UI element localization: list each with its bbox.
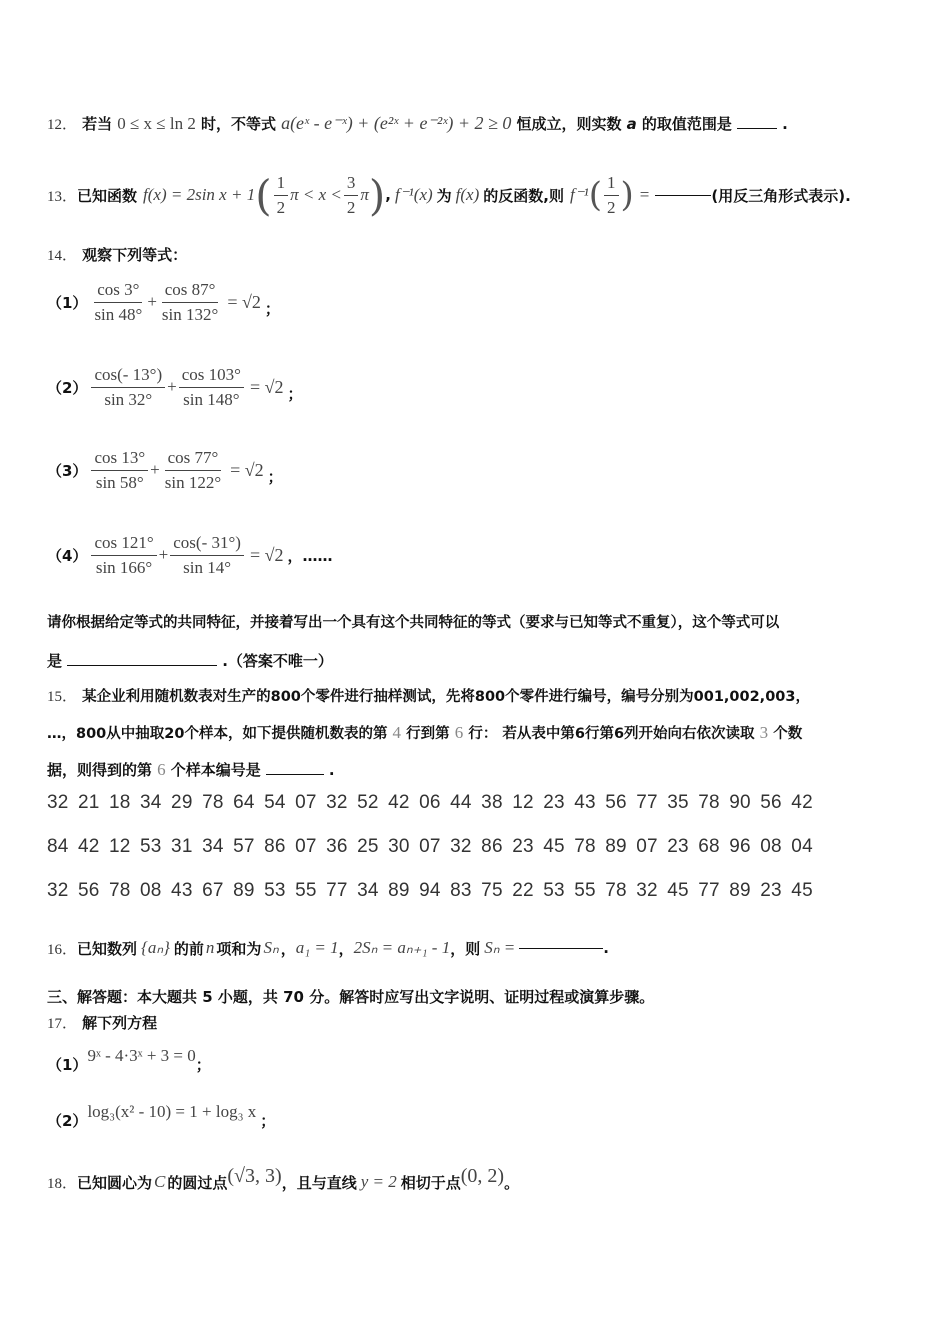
random-table-row: 84 42 12 53 31 34 57 86 07 36 25 30 07 32 86 23 45 78 89 07 23 68 96 08 04: [47, 836, 813, 857]
question-14-prompt: 请你根据给定等式的共同特征，并接着写出一个具有这个共同特征的等式（要求与已知等式不重复），这个等式可以: [47, 615, 780, 631]
fraction: $\frac{\cos 103^\circ}{\sin 148^\circ}$: [179, 365, 244, 410]
question-number: 18．: [47, 1175, 78, 1192]
question-16: 16． 已知数列 {aₙ} 的前 n 项和为 Sₙ ， a₁ = 1 ， 2Sₙ = aₙ₊₁ - 1 ，则 Sₙ = .: [47, 938, 609, 958]
equation-17-1: （1） 9ˣ - 4·3ˣ + 3 = 0 ；: [47, 1046, 211, 1074]
inverse-function: f⁻¹(x): [394, 185, 433, 204]
answer-blank[interactable]: [266, 774, 324, 775]
fraction: $\frac{3}{2}$: [344, 173, 359, 218]
equation-2: （2） $\frac{\cos(- 13^\circ)}{\sin 32^\circ}$ + $\frac{\cos 103^\circ}{\sin 148^\circ}$ = √2 ；: [47, 364, 303, 409]
fraction: $\frac{\cos(- 13^\circ)}{\sin 32^\circ}$: [91, 365, 165, 410]
fraction: $\frac{1}{2}$: [274, 173, 289, 218]
question-17: 17． 解下列方程: [47, 1014, 158, 1032]
fraction: $\frac{\cos 3^\circ}{\sin 48^\circ}$: [94, 279, 143, 324]
random-table-row: 32 21 18 34 29 78 64 54 07 32 52 42 06 44 38 12 23 43 56 77 35 78 90 56 42: [47, 792, 813, 813]
question-15-line-3: 据，则得到的第 6 个样本编号是 .: [47, 760, 335, 779]
question-14-answer-line: 是 .（答案不唯一）: [47, 652, 333, 670]
equation-1: （1） $\frac{\cos 3^\circ}{\sin 48^\circ}$ + $\frac{\cos 87^\circ}{\sin 132^\circ}$ = √2 ；: [47, 279, 280, 324]
inequality-formula: a(eˣ - e⁻ˣ) + (e²ˣ + e⁻²ˣ) + 2 ≥ 0: [281, 113, 512, 133]
fraction: $\frac{1}{2}$: [604, 173, 619, 218]
question-number: 13．: [47, 188, 78, 205]
answer-blank[interactable]: [67, 665, 217, 666]
fraction: $\frac{\cos 87^\circ}{\sin 132^\circ}$: [161, 279, 219, 324]
question-number: 16．: [47, 941, 78, 958]
answer-blank[interactable]: [655, 195, 711, 196]
question-14: 14． 观察下列等式：: [47, 246, 188, 264]
question-number: 15．: [47, 689, 78, 705]
question-13: 13． 已知函数 f(x) = 2sin x + 1 ( $\frac{1}{2}$ π < x < $\frac{3}{2}$ π ) , f⁻¹(x) 为 f(x) 的反函数,则 f⁻¹ ( $\frac{1}{2}$ ) = (用反三角形式表示).: [47, 170, 851, 220]
fraction: $\frac{\cos 13^\circ}{\sin 58^\circ}$: [91, 448, 148, 493]
question-number: 14．: [47, 248, 78, 264]
function-formula: f(x) = 2sin x + 1: [143, 185, 256, 204]
question-15-line-2: …，800从中抽取20个样本，如下提供随机数表的第 4 行到第 6 行： 若从表中第6行第6列开始向右依次读取 3 个数: [47, 723, 803, 742]
equation-17-2: （2） log₃(x² - 10) = 1 + log₃ x ；: [47, 1102, 276, 1130]
question-15: 15． 某企业利用随机数表对生产的800个零件进行抽样测试，先将800个零件进行编号，编号分别为001,002,003，: [47, 689, 810, 705]
equation-3: （3） $\frac{\cos 13^\circ}{\sin 58^\circ}$ + $\frac{\cos 77^\circ}{\sin 122^\circ}$ = √2 ；: [47, 447, 283, 492]
fraction: $\frac{\cos 77^\circ}{\sin 122^\circ}$: [164, 447, 222, 492]
fraction: $\frac{\cos(- 31^\circ)}{\sin 14^\circ}$: [170, 533, 244, 578]
question-12: 12． 若当 0 ≤ x ≤ ln 2 时，不等式 a(eˣ - e⁻ˣ) + (e²ˣ + e⁻²ˣ) + 2 ≥ 0 恒成立，则实数 a 的取值范围是 .: [47, 113, 788, 133]
random-table-row: 32 56 78 08 43 67 89 53 55 77 34 89 94 83 75 22 53 55 78 32 45 77 89 23 45: [47, 880, 813, 901]
question-number: 17．: [47, 1016, 78, 1032]
question-18: 18． 已知圆心为 C 的圆过点 (√3, 3) ，且与直线 y = 2 相切于点 (0, 2) 。: [47, 1164, 520, 1192]
fraction: $\frac{\cos 121^\circ}{\sin 166^\circ}$: [91, 533, 156, 578]
answer-blank[interactable]: [737, 128, 777, 129]
section-heading: 三、解答题：本大题共 5 小题，共 70 分。解答时应写出文字说明、证明过程或演算步骤。: [47, 988, 655, 1006]
answer-blank[interactable]: [519, 948, 603, 949]
condition-formula: 0 ≤ x ≤ ln 2: [117, 114, 196, 133]
question-number: 12．: [47, 117, 78, 133]
equation-4: （4） $\frac{\cos 121^\circ}{\sin 166^\circ}$ + $\frac{\cos(- 31^\circ)}{\sin 14^\circ}$ = √2 ，……: [47, 532, 333, 577]
